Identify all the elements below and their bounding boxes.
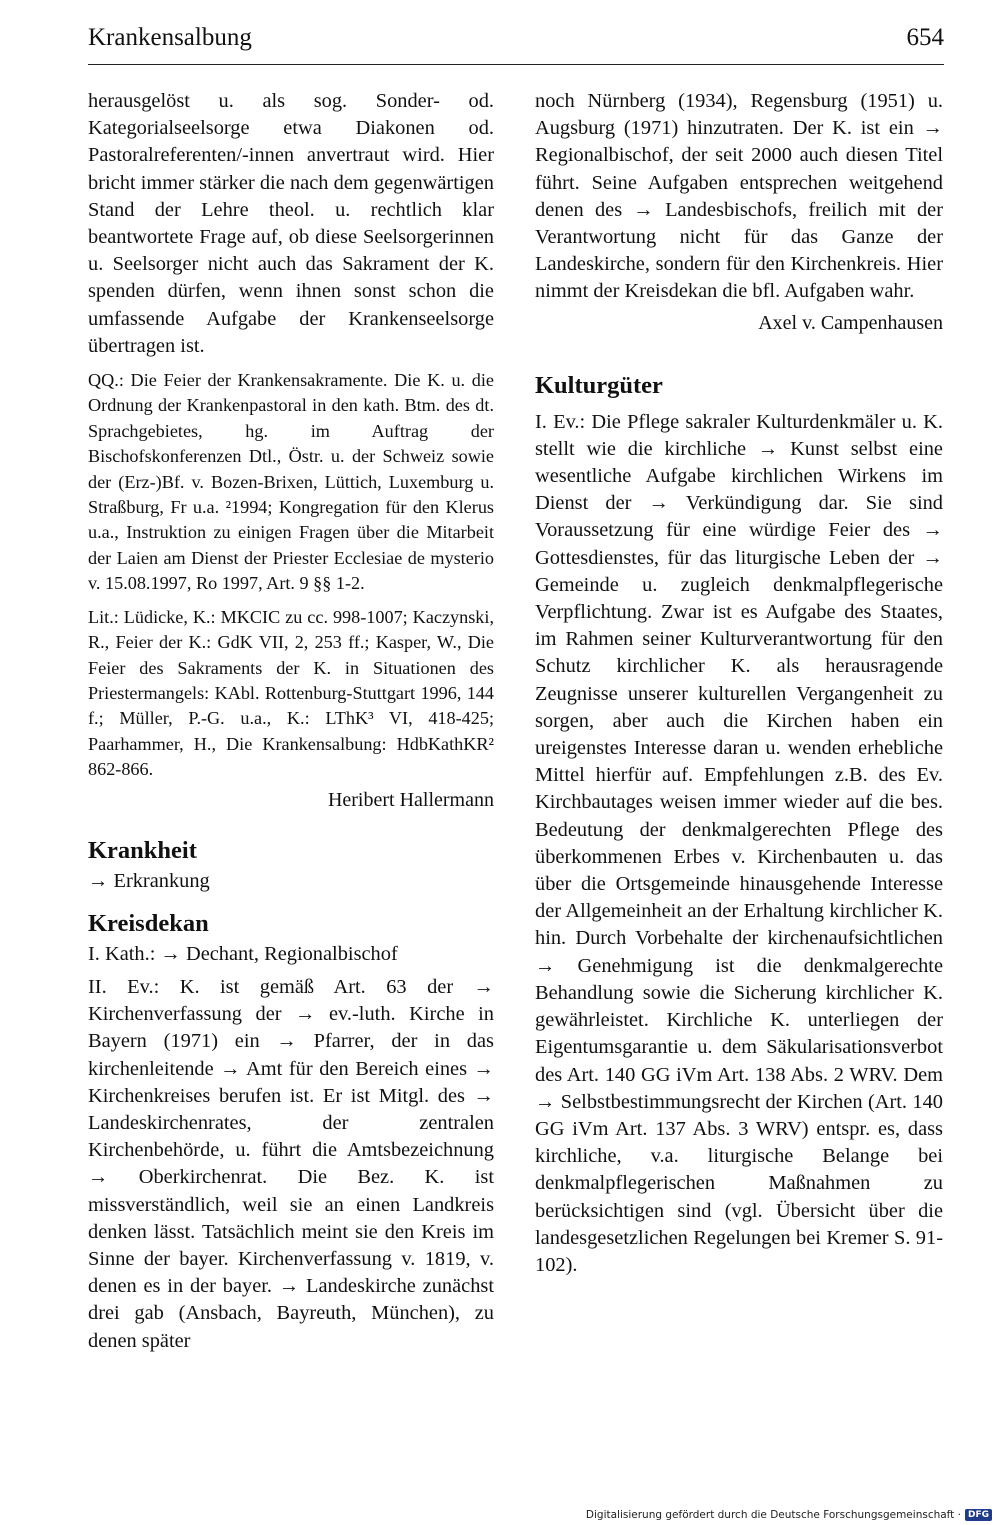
- footer-text: Digitalisierung gefördert durch die Deutsche Forschungsgemeinschaft ·: [585, 1509, 961, 1521]
- dfg-logo-icon: DFG: [965, 1509, 992, 1521]
- cross-reference: → Erkrankung: [88, 869, 210, 892]
- running-header: [88, 20, 944, 56]
- entry-title-krankheit: Krankheit: [88, 836, 197, 864]
- author-signature-right: Axel v. Campenhausen: [758, 311, 943, 334]
- kreisdekan-kath: I. Kath.: → Dechant, Regionalbischof: [88, 942, 398, 965]
- paragraph-continuation-right: noch Nürnberg (1934), Regensburg (1951) u. Augsburg (1971) hinzutraten. Der K. ist ein → Regionalbischof, der seit 2000 auch diesen Titel führt. Seine Aufgaben entsprechen weitgehend denen des → Landesbischofs, freilich mit der Verantwortung nicht für das Ganze der Landeskirche, sondern für den Kirchenkreis. Hier nimmt der Kreisdekan die bfl. Aufgaben wahr.: [535, 90, 943, 303]
- entry-title-kreisdekan: Kreisdekan: [88, 909, 209, 937]
- page-number: 654: [906, 24, 944, 51]
- entry-title-kulturgueter: Kulturgüter: [535, 371, 663, 399]
- header-title: Krankensalbung: [88, 24, 252, 51]
- left-column: [88, 88, 494, 1355]
- header-rule: [88, 64, 944, 65]
- kulturgueter-text: I. Ev.: Die Pflege sakraler Kulturdenkmäler u. K. stellt wie die kirchliche → Kunst selbst eine wesentliche Aufgabe kirchlichen Wirkens im Dienst der → Verkündigung dar. Sie sind Voraussetzung für eine würdige Feier des → Gottesdienstes, für das liturgische Leben der → Gemeinde u. zugleich denkmalpflegerische Verpflichtung. Zwar ist es Aufgabe des Staates, im Rahmen seiner Kulturverantwortung für den Schutz kirchlicher K. als herausragende Zeugnisse unserer kulturellen Vergangenheit zu sorgen, aber auch die Kirchen haben ein ureigenstes Interesse daran u. wenden erhebliche Mittel hierfür auf. Empfehlungen z.B. des Ev. Kirchbautages weisen immer wieder auf die bes. Bedeutung der denkmalgerechten Pflege des überkommenen Erbes v. Kirchenbauten u. das über die Ortsgemeinde hinausgehende Interesse der Allgemeinheit an der Erhaltung kirchlicher K. hin. Durch Vorbehalte der kirchenaufsichtlichen → Genehmigung ist die denkmalgerechte Behandlung sowie die Sicherung kirchlicher K. gewährleistet. Kirchliche K. unterliegen der Eigentumsgarantie u. dem Säkularisationsverbot des Art. 140 GG iVm Art. 138 Abs. 2 WRV. Dem → Selbstbestimmungsrecht der Kirchen (Art. 140 GG iVm Art. 137 Abs. 3 WRV) entspr. es, dass kirchliche, v.a. liturgische Belange bei denkmalpflegerischen Maßnahmen zu berücksichtigen sind (vgl. Übersicht über die landesgesetzlichen Regelungen bei Kremer S. 91-102).: [535, 410, 943, 1276]
- paragraph-continuation: herausgelöst u. als sog. Sonder- od. Kategorialseelsorge etwa Diakonen od. Pastoralreferenten/-innen anvertraut wird. Hier bricht immer stärker die nach dem gegenwärtigen Stand der Lehre theol. u. rechtlich klar beantwortete Frage auf, ob diese Seelsorgerinnen u. Seelsorger nicht auch das Sakrament der K. spenden dürfen, wenn ihnen sonst schon die umfassende Aufgabe der Krankenseelsorge übertragen ist.: [88, 90, 494, 357]
- author-signature: Heribert Hallermann: [327, 788, 494, 811]
- digitization-credit: [586, 1509, 992, 1521]
- sources-paragraph: QQ.: Die Feier der Krankensakramente. Die K. u. die Ordnung der Krankenpastoral in den kath. Btm. des dt. Sprachgebietes, hg. im Auftrag der Bischofskonferenzen Dtl., Östr. u. der Schweiz sowie der (Erz-)Bf. v. Bozen-Brixen, Lüttich, Luxemburg u. Straßburg, Fr u.a. ²1994; Kongregation für den Klerus u.a., Instruktion zu einigen Fragen über die Mitarbeit der Laien am Dienst der Priester Ecclesiae de mysterio v. 15.08.1997, Ro 1997, Art. 9 §§ 1-2.: [88, 370, 494, 594]
- kreisdekan-ev: II. Ev.: K. ist gemäß Art. 63 der → Kirchenverfassung der → ev.-luth. Kirche in Bayern (1971) ein → Pfarrer, der in das kirchenleitende → Amt für den Bereich eines → Kirchenkreises berufen ist. Er ist Mitgl. des → Landeskirchenrates, der zentralen Kirchenbehörde, u. führt die Amtsbezeichnung → Oberkirchenrat. Die Bez. K. ist missverständlich, weil sie an einen Landkreis denken lässt. Tatsächlich meint sie den Kreis im Sinne der bayer. Kirchenverfassung v. 1819, v. denen es in der bayer. → Landeskirche zunächst drei gab (Ansbach, Bayreuth, München), zu denen später: [88, 975, 494, 1352]
- right-column: [535, 88, 943, 1279]
- literature-paragraph: Lit.: Lüdicke, K.: MKCIC zu cc. 998-1007; Kaczynski, R., Feier der K.: GdK VII, 2, 253 ff.; Kasper, W., Die Feier des Sakraments der K. in Situationen des Priestermangels: KAbl. Rottenburg-Stuttgart 1996, 144 f.; Müller, P.-G. u.a., K.: LThK³ VI, 418-425; Paarhammer, H., Die Krankensalbung: HdbKathKR² 862-866.: [88, 606, 494, 780]
